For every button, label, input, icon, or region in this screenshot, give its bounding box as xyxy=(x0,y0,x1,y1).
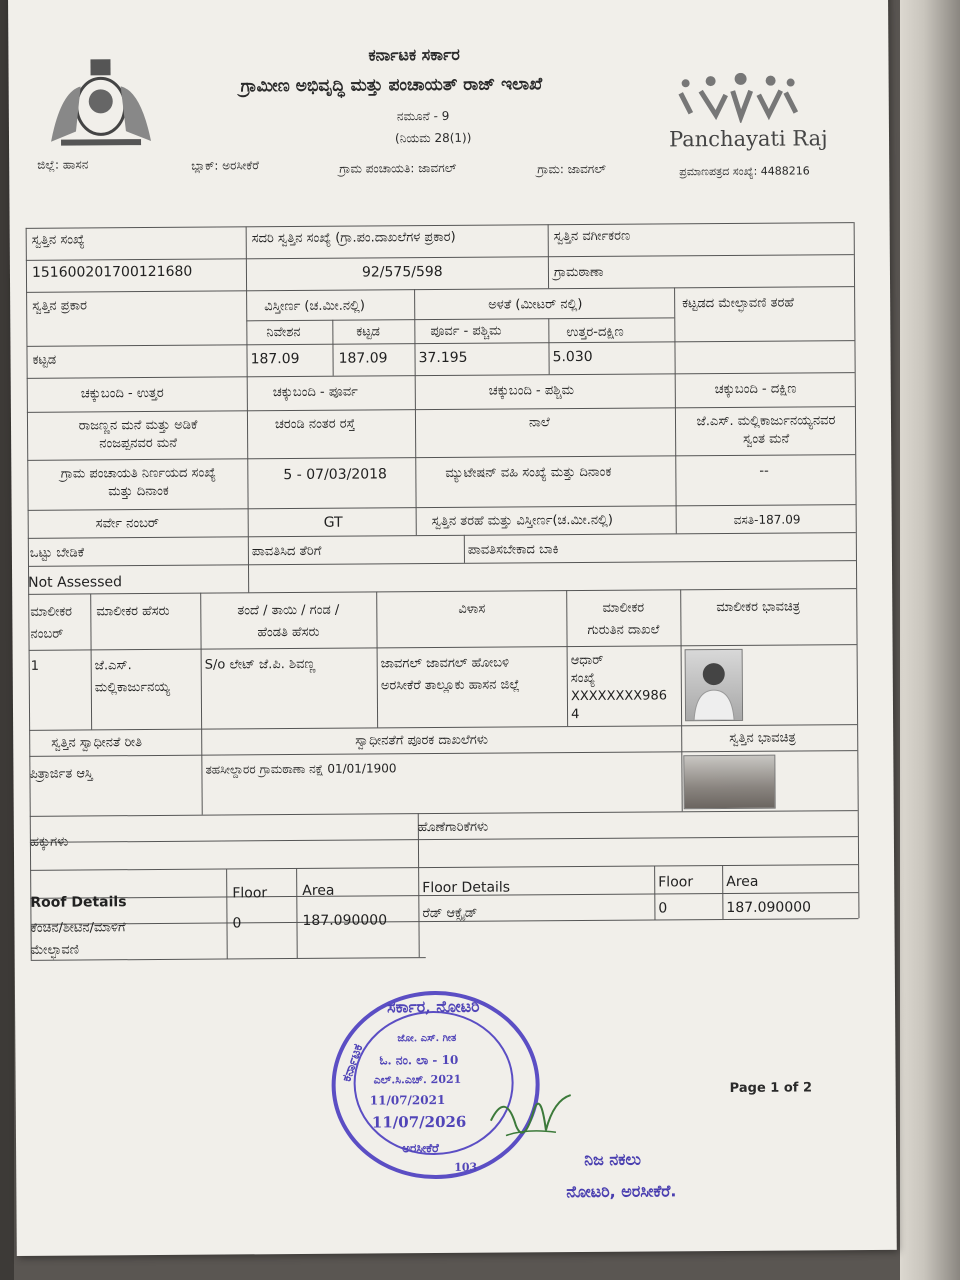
survey-label: ಸರ್ವೇ ನಂಬರ್ xyxy=(95,515,160,532)
property-kind-value: ವಸತಿ-187.09 xyxy=(733,512,801,527)
supporting-docs-label: ಸ್ವಾಧೀನತೆಗೆ ಪೂರಕ ದಾಖಲೆಗಳು xyxy=(355,732,489,749)
rule xyxy=(414,289,417,535)
karnataka-emblem-icon xyxy=(30,51,171,152)
floor-floor: 0 xyxy=(658,900,668,917)
survey-value: GT xyxy=(323,514,343,531)
property-kind-label: ಸ್ವತ್ತಿನ ತರಹೆ ಮತ್ತು ವಿಸ್ತೀರ್ಣ(ಚ.ಮೀ.ನಲ್ಲಿ) xyxy=(431,512,613,530)
rule xyxy=(464,535,465,563)
building-label: ಕಟ್ಟಡ xyxy=(356,324,380,340)
rule xyxy=(30,810,858,817)
said-number: 92/575/598 xyxy=(361,263,443,281)
document-page xyxy=(8,0,897,1256)
owner-address: ಜಾವಗಲ್ ಜಾವಗಲ್ ಹೋಬಳಿ ಅರಸೀಕೆರೆ ತಾಲ್ಲೂಕು ಹಾಸನ ಜಿಲ್ಲೆ xyxy=(380,655,520,694)
rule xyxy=(548,318,549,374)
owner-name: ಜೆ.ಎಸ್. ಮಲ್ಲಿಕಾರ್ಜುನಯ್ಯ xyxy=(94,658,171,696)
rule xyxy=(28,532,856,539)
rights-label: ಹಕ್ಕುಗಳು xyxy=(29,834,69,850)
panchayati-raj-text: Panchayati Raj xyxy=(668,126,828,152)
boundary-north-label: ಚಕ್ಕುಬಂದಿ - ಉತ್ತರ xyxy=(80,385,164,402)
rule xyxy=(27,372,855,379)
mutation-label: ಮ್ಯುಟೇಷನ್ ವಹಿ ಸಂಖ್ಯೆ ಮತ್ತು ದಿನಾಂಕ xyxy=(445,464,612,481)
rule xyxy=(30,864,858,871)
acquisition-label: ಸ್ವತ್ತಿನ ಸ್ವಾಧೀನತೆ ರೀತಿ xyxy=(51,735,143,751)
acquisition-value: ಪಿತ್ರಾರ್ಜಿತ ಆಸ್ತಿ xyxy=(29,766,93,782)
supporting-docs-value: ತಹಸೀಲ್ದಾರರ ಗ್ರಾಮಠಾಣಾ ನಕ್ಷೆ 01/01/1900 xyxy=(205,761,397,777)
stamp-bottom-text: ಅರಸೀಕೆರೆ xyxy=(402,1141,439,1156)
rule xyxy=(376,591,378,727)
rule xyxy=(332,320,333,376)
boundary-west-value: ನಾಲೆ xyxy=(528,415,550,431)
floor-area-header: Area xyxy=(726,873,759,891)
tax-due-label: ಪಾವತಿಸಬೇಕಾದ ಬಾಕಿ xyxy=(467,542,559,558)
rule xyxy=(26,340,854,347)
rule xyxy=(246,317,674,321)
rule xyxy=(27,454,855,461)
page-number: Page 1 of 2 xyxy=(729,1080,813,1096)
floor-details-label: Floor Details xyxy=(422,879,511,897)
resolution-label: ಗ್ರಾಮ ಪಂಚಾಯತಿ ನಿರ್ಣಯದ ಸಂಖ್ಯೆ ಮತ್ತು ದಿನಾಂಕ xyxy=(60,465,217,500)
roof-area-header: Area xyxy=(302,882,335,899)
boundary-east-value: ಚರಂಡಿ ನಂತರ ರಸ್ತೆ xyxy=(274,416,356,433)
property-number: 151600201700121680 xyxy=(31,263,193,281)
rule xyxy=(548,224,549,288)
owner-number: 1 xyxy=(30,658,40,674)
notary-place-text: ನೋಟರಿ, ಅರಸೀಕೆರೆ. xyxy=(566,1181,677,1202)
roof-area: 187.090000 xyxy=(302,912,388,929)
person-icon xyxy=(686,650,742,720)
form-number: ನಮೂನೆ - 9 xyxy=(396,108,450,124)
stamp-top-text: ಸರ್ಕಾರ, ನೋಟರಿ xyxy=(387,996,480,1017)
resolution-value: 5 - 07/03/2018 xyxy=(283,466,387,484)
rule xyxy=(722,865,723,919)
rule xyxy=(201,729,203,815)
site-label: ನಿವೇಶನ xyxy=(266,324,301,341)
rule xyxy=(418,867,420,957)
rule xyxy=(28,504,856,511)
address-label: ವಿಳಾಸ xyxy=(458,601,486,617)
stamp-side-text: ಕರ್ನಾಟಕ xyxy=(339,1042,367,1084)
classification-label: ಸ್ವತ್ತಿನ ವರ್ಗೀಕರಣ xyxy=(553,228,631,245)
gram-panchayat: ಗ್ರಾಮ ಪಂಚಾಯತಿ: ಜಾವಗಲ್ xyxy=(339,160,457,176)
govt-title: ಕರ್ನಾಟಕ ಸರ್ಕಾರ xyxy=(368,44,460,65)
rule xyxy=(226,868,228,958)
owner-id: ಆಧಾರ್ ಸಂಖ್ಯೆ XXXXXXXX986 4 xyxy=(570,652,668,723)
rule xyxy=(248,536,249,592)
owner-number-label: ಮಾಲೀಕರ ನಂಬರ್ xyxy=(30,604,73,642)
certificate-number: ಪ್ರಮಾಣಪತ್ರದ ಸಂಖ್ಯೆ: 4488216 xyxy=(679,164,810,179)
property-type-label: ಸ್ವತ್ತಿನ ಪ್ರಕಾರ xyxy=(32,298,88,314)
floor-type: ರೆಡ್ ಆಕ್ಸೈಡ್ xyxy=(422,905,478,922)
boundary-west-label: ಚಕ್ಕುಬಂದಿ - ಪಶ್ಚಿಮ xyxy=(488,383,574,399)
roof-floor: 0 xyxy=(232,915,242,932)
demand-value: Not Assessed xyxy=(28,574,123,591)
total-demand-label: ಒಟ್ಟು ಬೇಡಿಕೆ xyxy=(29,545,85,561)
mutation-value: -- xyxy=(759,463,769,479)
rule-number: (ನಿಯಮ 28(1)) xyxy=(394,130,472,146)
rule xyxy=(28,560,856,567)
rule xyxy=(26,286,854,293)
rule xyxy=(26,254,854,261)
rule xyxy=(90,593,92,729)
property-photo xyxy=(683,755,775,810)
east-west-label: ಪೂರ್ವ - ಪಶ್ಚಿಮ xyxy=(430,323,502,340)
property-type-value: ಕಟ್ಟಡ xyxy=(32,352,57,368)
floor-area: 187.090000 xyxy=(726,899,812,917)
rule xyxy=(854,222,860,918)
boundary-south-value: ಜೆ.ಎಸ್. ಮಲ್ಲಿಕಾರ್ಜುನಯ್ಯನವರ ಸ್ವಂತ ಮನೆ xyxy=(696,413,836,447)
said-number-label: ಸದರಿ ಸ್ವತ್ತಿನ ಸಂಖ್ಯೆ (ಗ್ರಾ.ಪಂ.ದಾಖಲೆಗಳ ಪ್ರಕಾರ) xyxy=(251,229,456,247)
signature-icon xyxy=(486,1080,576,1151)
roof-type-value: ಕೆಂಚಿನ/ಶೀಟಿನ/ಮಾಳಿಗೆ ಮೇಲ್ಛಾವಣಿ xyxy=(30,920,126,958)
owner-id-label: ಮಾಲೀಕರ ಗುರುತಿನ ದಾಖಲೆ xyxy=(587,600,660,638)
site-area: 187.09 xyxy=(250,350,300,368)
rule xyxy=(680,589,683,811)
district: ಜಿಲ್ಲೆ: ಹಾಸನ xyxy=(37,157,89,172)
owner-relation: S/o ಲೇಟ್ ಜೆ.ಪಿ. ಶಿವಣ್ಣ xyxy=(204,656,316,673)
stamp-number: 103 xyxy=(454,1160,478,1174)
north-south-value: 5.030 xyxy=(552,348,593,366)
north-south-label: ಉತ್ತರ-ದಕ್ಷಿಣ xyxy=(566,324,624,341)
owner-photo-label: ಮಾಲೀಕರ ಭಾವಚಿತ್ರ xyxy=(716,599,801,616)
rule xyxy=(28,588,856,595)
relation-label: ತಂದೆ / ತಾಯಿ / ಗಂಡ / ಹೆಂಡತಿ ಹೆಸರು xyxy=(237,602,340,641)
rule xyxy=(654,866,655,920)
rule xyxy=(674,287,677,533)
stamp-line-5: 11/07/2026 xyxy=(371,1112,467,1132)
background-right xyxy=(900,0,960,1280)
tax-paid-label: ಪಾವತಿಸಿದ ತೆರಿಗೆ xyxy=(251,543,322,560)
rule xyxy=(296,868,298,958)
rule xyxy=(30,836,858,843)
building-area: 187.09 xyxy=(338,350,388,367)
owner-name-label: ಮಾಲೀಕರ ಹೆಸರು xyxy=(96,603,170,620)
boundary-north-value: ರಾಜಣ್ಣನ ಮನೆ ಮತ್ತು ಅಡಿಕೆ ನಂಜಪ್ಪನವರ ಮನೆ xyxy=(78,417,198,452)
east-west-value: 37.195 xyxy=(418,349,468,367)
roof-details-label: Roof Details xyxy=(30,894,127,911)
property-number-label: ಸ್ವತ್ತಿನ ಸಂಖ್ಯೆ xyxy=(31,232,85,248)
village: ಗ್ರಾಮ: ಜಾವಗಲ್ xyxy=(537,161,606,177)
boundary-south-label: ಚಕ್ಕುಬಂದಿ - ದಕ್ಷಿಣ xyxy=(714,381,797,398)
panchayati-raj-logo-icon xyxy=(671,72,801,123)
property-photo-label: ಸ್ವತ್ತಿನ ಭಾವಚಿತ್ರ xyxy=(729,730,796,746)
measure-label: ಅಳತೆ (ಮೀಟರ್ ನಲ್ಲಿ) xyxy=(488,296,583,313)
block: ಬ್ಲಾಕ್: ಅರಸೀಕೆರೆ xyxy=(191,158,260,173)
true-copy-text: ನಿಜ ನಕಲು xyxy=(584,1149,641,1170)
boundary-east-label: ಚಕ್ಕುಬಂದಿ - ಪೂರ್ವ xyxy=(272,384,358,401)
roof-floor-header: Floor xyxy=(232,885,268,902)
stamp-line-3: ಎಲ್.ಸಿ.ಎಚ್. 2021 xyxy=(373,1072,462,1087)
stamp-line-2: ಓ. ನಂ. ಲಾ - 10 xyxy=(379,1052,459,1068)
dept-title: ಗ್ರಾಮೀಣ ಅಭಿವೃದ್ಧಿ ಮತ್ತು ಪಂಚಾಯತ್ ರಾಜ್ ಇಲಾಖೆ xyxy=(240,74,543,97)
floor-floor-header: Floor xyxy=(658,874,694,891)
area-label: ವಿಸ್ತೀರ್ಣ (ಚ.ಮೀ.ನಲ್ಲಿ) xyxy=(264,298,365,315)
liabilities-label: ಹೊಣೆಗಾರಿಕೆಗಳು xyxy=(417,819,489,836)
stamp-line-1: ಜೋ. ಎಸ್. ಗೀತ xyxy=(397,1032,457,1045)
classification-value: ಗ್ರಾಮಠಾಣಾ xyxy=(553,264,604,281)
owner-photo xyxy=(685,649,744,721)
rule xyxy=(27,406,855,413)
rule xyxy=(26,222,854,229)
stamp-line-4: 11/07/2021 xyxy=(369,1092,446,1108)
roof-type-label: ಕಟ್ಟಡದ ಮೇಲ್ಛಾವಣಿ ತರಹೆ xyxy=(682,295,794,312)
